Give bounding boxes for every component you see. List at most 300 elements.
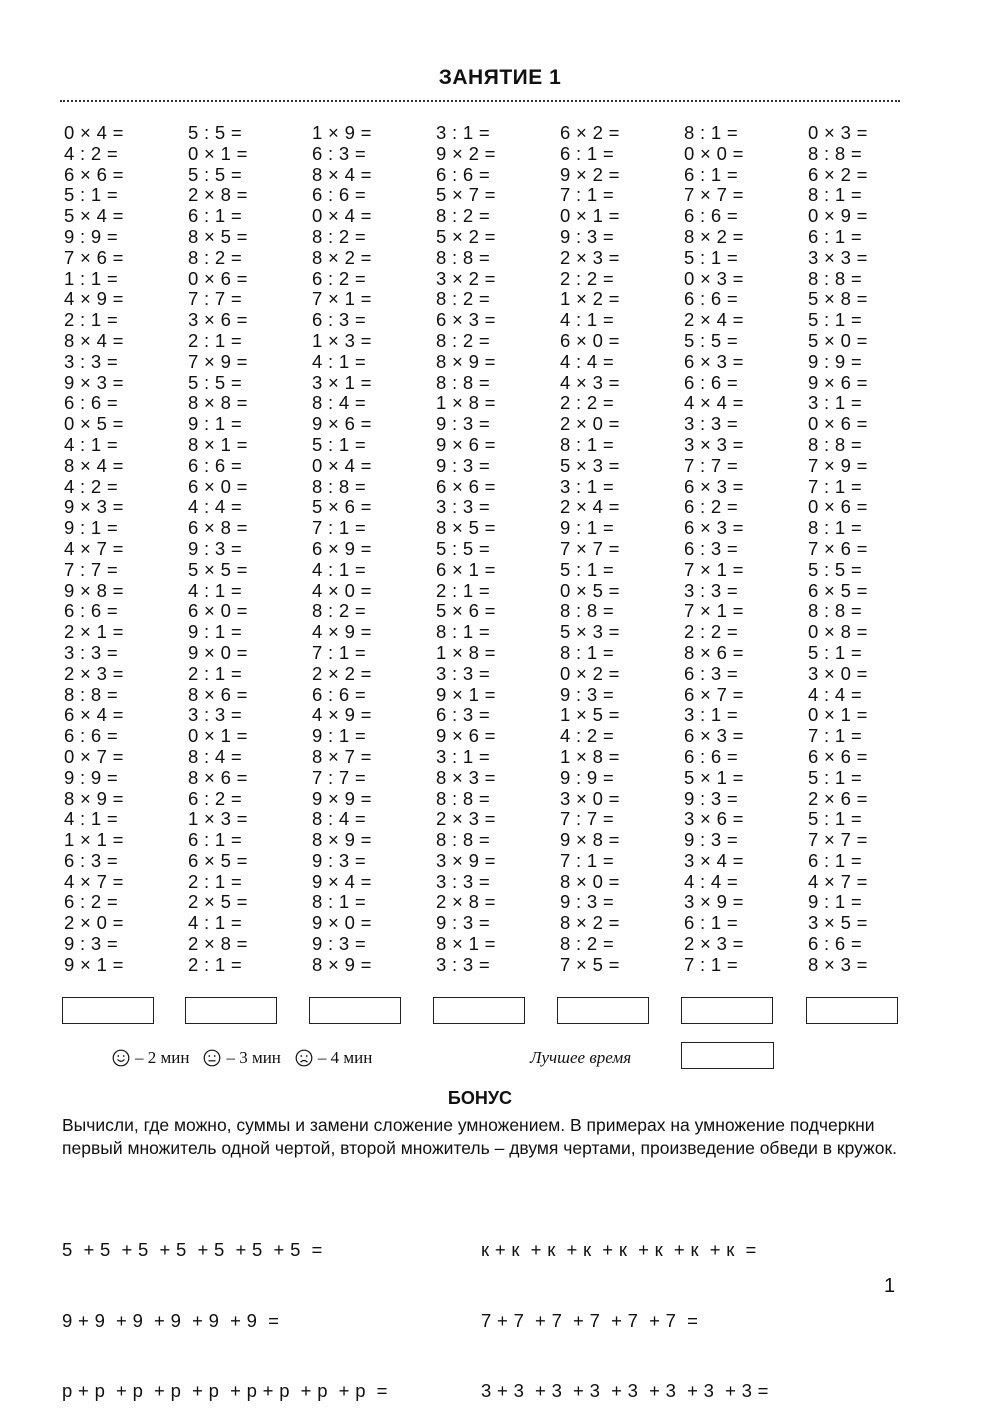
exercise: 2 × 0 = — [560, 413, 620, 435]
exercise: 8 : 2 = — [436, 329, 491, 351]
exercise: 2 × 6 = — [808, 787, 868, 809]
exercise: 4 : 1 = — [64, 433, 119, 455]
exercise: 0 × 1 = — [808, 704, 868, 726]
exercise: 5 × 5 = — [188, 558, 248, 580]
exercise: 5 : 1 = — [808, 766, 863, 788]
exercise: 2 × 8 = — [436, 891, 496, 913]
exercise: 8 × 2 = — [684, 225, 744, 247]
exercise: 4 : 1 = — [188, 579, 243, 601]
exercise: 8 : 4 = — [312, 392, 367, 414]
exercise: 3 × 5 = — [808, 912, 868, 934]
exercise: 3 : 3 = — [64, 641, 119, 663]
smiley-neutral-icon — [203, 1049, 221, 1067]
exercise: 8 × 9 = — [312, 829, 372, 851]
exercise: 8 : 2 = — [312, 225, 367, 247]
exercise: 3 : 3 = — [64, 350, 119, 372]
exercise: 7 : 7 = — [188, 288, 243, 310]
exercise: 8 : 8 = — [436, 829, 491, 851]
exercise: 9 : 3 = — [188, 537, 243, 559]
exercise: 7 : 7 = — [684, 454, 739, 476]
exercise: 6 × 3 = — [684, 350, 744, 372]
time-box-1[interactable] — [62, 997, 154, 1024]
exercise: 9 : 3 = — [560, 225, 615, 247]
exercise: 8 : 1 = — [560, 641, 615, 663]
exercise: 9 : 3 = — [436, 912, 491, 934]
exercise: 8 : 8 = — [64, 683, 119, 705]
smiley-sad-icon — [295, 1049, 313, 1067]
exercise: 7 × 1 = — [684, 600, 744, 622]
exercise: 8 × 8 = — [188, 392, 248, 414]
exercise: 8 : 1 = — [684, 122, 739, 143]
exercise: 8 : 8 = — [808, 267, 863, 289]
exercise: 6 : 1 = — [808, 225, 863, 247]
exercise: 6 : 6 = — [684, 205, 739, 227]
exercise: 2 × 5 = — [188, 891, 248, 913]
exercise: 7 : 1 = — [808, 725, 863, 747]
exercise: 1 × 8 = — [436, 392, 496, 414]
exercise: 1 × 5 = — [560, 704, 620, 726]
exercise: 7 × 9 = — [808, 454, 868, 476]
exercise: 0 × 3 = — [684, 267, 744, 289]
exercise: 6 × 6 = — [808, 745, 868, 767]
exercise: 7 : 7 = — [312, 766, 367, 788]
exercise: 2 × 3 = — [560, 246, 620, 268]
exercise: 1 × 2 = — [560, 288, 620, 310]
exercise: 0 × 1 = — [560, 205, 620, 227]
exercise: 6 × 0 = — [188, 600, 248, 622]
exercise: 8 : 8 = — [808, 142, 863, 164]
exercise: 6 : 6 = — [188, 454, 243, 476]
timing-legend — [112, 1043, 386, 1073]
exercise: 6 : 2 = — [312, 267, 367, 289]
exercise: 6 : 6 = — [312, 184, 367, 206]
exercise: 4 : 4 = — [808, 683, 863, 705]
exercise: 8 : 1 = — [312, 891, 367, 913]
exercise: 0 × 9 = — [808, 205, 868, 227]
exercise: 6 × 1 = — [436, 558, 496, 580]
exercise: 9 : 3 = — [684, 787, 739, 809]
exercise: 4 × 4 = — [684, 392, 744, 414]
exercise: 0 × 6 = — [808, 413, 868, 435]
exercise: 4 × 7 = — [64, 537, 124, 559]
time-box-3[interactable] — [309, 997, 401, 1024]
exercise: 8 : 8 = — [808, 600, 863, 622]
exercise: 0 × 5 = — [560, 579, 620, 601]
exercise: 6 : 1 = — [808, 849, 863, 871]
smiley-happy-icon — [112, 1049, 130, 1067]
exercise: 4 × 3 = — [560, 371, 620, 393]
exercise: 9 × 8 = — [64, 579, 124, 601]
dotted-divider — [60, 100, 900, 102]
exercise: 7 × 7 = — [808, 829, 868, 851]
time-box-6[interactable] — [681, 997, 773, 1024]
sum-line: 5 + 5 + 5 + 5 + 5 + 5 + 5 = — [62, 1239, 323, 1260]
exercise: 6 × 8 = — [188, 517, 248, 539]
exercise: 9 : 1 = — [188, 413, 243, 435]
exercise: 8 : 8 = — [808, 433, 863, 455]
exercise: 2 : 1 = — [188, 329, 243, 351]
exercise: 2 × 3 = — [684, 933, 744, 955]
exercise: 0 × 0 = — [684, 142, 744, 164]
exercise: 7 : 7 = — [560, 808, 615, 830]
exercise: 8 : 4 = — [188, 745, 243, 767]
exercise: 3 × 9 = — [436, 849, 496, 871]
exercise-columns — [0, 123, 1000, 983]
exercise: 8 : 2 = — [188, 246, 243, 268]
exercise: 5 × 0 = — [808, 329, 868, 351]
exercise: 5 × 6 = — [436, 600, 496, 622]
exercise: 8 × 9 = — [64, 787, 124, 809]
exercise: 3 : 3 = — [684, 413, 739, 435]
exercise: 6 × 9 = — [312, 537, 372, 559]
exercise: 9 × 0 = — [188, 641, 248, 663]
exercise: 5 : 1 = — [312, 433, 367, 455]
exercise: 9 × 1 = — [64, 953, 124, 975]
exercise: 2 : 2 = — [560, 392, 615, 414]
exercise: 3 : 3 = — [188, 704, 243, 726]
exercise: 9 : 3 = — [560, 891, 615, 913]
exercise: 1 × 3 = — [312, 329, 372, 351]
exercise: 2 × 2 = — [312, 662, 372, 684]
sum-line: 3 + 3 + 3 + 3 + 3 + 3 + 3 + 3 = — [481, 1380, 769, 1401]
exercise-column-7 — [808, 123, 928, 976]
exercise: 1 × 9 = — [312, 122, 372, 143]
exercise: 7 : 1 = — [560, 184, 615, 206]
exercise: 7 × 6 = — [808, 537, 868, 559]
exercise: 4 : 1 = — [188, 912, 243, 934]
exercise: 2 × 8 = — [188, 184, 248, 206]
exercise-column-4 — [436, 123, 556, 976]
exercise: 5 : 5 = — [436, 537, 491, 559]
exercise: 5 × 7 = — [436, 184, 496, 206]
exercise-column-6 — [684, 123, 804, 976]
exercise: 6 : 1 = — [188, 829, 243, 851]
exercise: 3 × 4 = — [684, 849, 744, 871]
exercise: 8 × 2 = — [560, 912, 620, 934]
exercise: 7 : 1 = — [808, 475, 863, 497]
exercise: 9 × 6 = — [436, 725, 496, 747]
exercise: 8 : 1 = — [436, 621, 491, 643]
exercise: 2 × 3 = — [64, 662, 124, 684]
exercise: 8 : 4 = — [312, 808, 367, 830]
exercise: 6 : 6 = — [436, 163, 491, 185]
exercise: 6 : 1 = — [684, 163, 739, 185]
exercise: 6 : 6 = — [684, 371, 739, 393]
exercise: 4 : 4 = — [684, 870, 739, 892]
answer-boxes — [0, 997, 1000, 1027]
exercise: 9 : 9 = — [560, 766, 615, 788]
exercise: 6 × 0 = — [188, 475, 248, 497]
exercise: 9 × 4 = — [312, 870, 372, 892]
exercise: 9 : 1 = — [808, 891, 863, 913]
exercise: 6 : 3 = — [312, 309, 367, 331]
exercise: 8 × 4 = — [64, 454, 124, 476]
exercise: 0 × 3 = — [808, 122, 868, 143]
exercise: 5 : 5 = — [808, 558, 863, 580]
exercise: 9 : 3 = — [436, 454, 491, 476]
exercise: 5 : 5 = — [188, 163, 243, 185]
exercise: 3 : 3 = — [436, 662, 491, 684]
bonus-instruction: Вычисли, где можно, суммы и замени сложение умножением. В примерах на умножение подчеркни первый множитель одной чертой, второй множитель – двумя чертами, произведение обведи в кружок. — [62, 1115, 898, 1158]
exercise: 9 × 2 = — [436, 142, 496, 164]
exercise: 3 × 1 = — [312, 371, 372, 393]
exercise: 8 : 2 = — [436, 205, 491, 227]
exercise: 7 × 6 = — [64, 246, 124, 268]
exercise: 6 : 3 = — [312, 142, 367, 164]
exercise: 3 : 1 = — [560, 475, 615, 497]
exercise: 5 × 4 = — [64, 205, 124, 227]
exercise: 8 : 8 = — [436, 787, 491, 809]
exercise: 6 : 1 = — [188, 205, 243, 227]
exercise: 0 × 5 = — [64, 413, 124, 435]
exercise: 3 : 1 = — [684, 704, 739, 726]
exercise: 3 × 0 = — [560, 787, 620, 809]
exercise: 3 : 1 = — [436, 745, 491, 767]
timing-happy-label: – 2 мин — [135, 1048, 190, 1067]
exercise: 0 × 4 = — [312, 205, 372, 227]
exercise: 9 : 3 = — [560, 683, 615, 705]
exercise: 3 : 3 = — [436, 496, 491, 518]
exercise: 6 × 2 = — [808, 163, 868, 185]
exercise: 0 × 6 = — [808, 496, 868, 518]
exercise: 6 : 3 = — [64, 849, 119, 871]
exercise: 7 × 7 = — [560, 537, 620, 559]
timing-happy — [112, 1048, 189, 1068]
exercise: 7 × 1 = — [684, 558, 744, 580]
exercise: 6 : 6 = — [64, 392, 119, 414]
bonus-sums-right — [481, 1191, 769, 1426]
exercise: 7 × 1 = — [312, 288, 372, 310]
page-number: 1 — [884, 1275, 896, 1297]
exercise: 9 × 1 = — [436, 683, 496, 705]
exercise: 6 : 6 = — [312, 683, 367, 705]
exercise: 1 : 1 = — [64, 267, 119, 289]
time-box-2[interactable] — [185, 997, 277, 1024]
exercise: 7 × 5 = — [560, 953, 620, 975]
time-box-5[interactable] — [557, 997, 649, 1024]
exercise: 4 : 1 = — [64, 808, 119, 830]
exercise: 8 × 9 = — [436, 350, 496, 372]
exercise: 9 : 3 = — [684, 829, 739, 851]
exercise: 0 × 4 = — [312, 454, 372, 476]
exercise: 8 × 3 = — [808, 953, 868, 975]
exercise: 3 : 1 = — [808, 392, 863, 414]
exercise: 8 × 5 = — [436, 517, 496, 539]
exercise: 9 : 9 = — [808, 350, 863, 372]
exercise: 8 : 8 = — [560, 600, 615, 622]
exercise: 9 × 8 = — [560, 829, 620, 851]
exercise: 5 × 1 = — [684, 766, 744, 788]
exercise: 4 × 0 = — [312, 579, 372, 601]
exercise: 6 : 6 = — [684, 745, 739, 767]
exercise: 6 : 6 = — [64, 725, 119, 747]
exercise: 4 : 2 = — [64, 142, 119, 164]
exercise: 5 × 6 = — [312, 496, 372, 518]
exercise-column-3 — [312, 123, 432, 976]
exercise: 3 : 3 = — [436, 870, 491, 892]
exercise: 9 : 3 = — [312, 849, 367, 871]
exercise: 8 × 4 = — [312, 163, 372, 185]
exercise: 6 × 6 = — [436, 475, 496, 497]
exercise: 6 × 3 = — [684, 517, 744, 539]
exercise: 5 × 8 = — [808, 288, 868, 310]
exercise: 5 : 1 = — [808, 808, 863, 830]
exercise: 4 : 4 = — [560, 350, 615, 372]
exercise: 8 × 1 = — [436, 933, 496, 955]
exercise: 2 : 2 = — [684, 621, 739, 643]
exercise: 3 : 1 = — [436, 122, 491, 143]
timing-neutral — [203, 1048, 280, 1068]
sum-line: к + к + к + к + к + к + к + к = — [481, 1239, 757, 1260]
exercise-column-2 — [188, 123, 308, 976]
exercise: 8 : 1 = — [560, 433, 615, 455]
exercise: 2 : 1 = — [188, 953, 243, 975]
exercise: 8 × 1 = — [188, 433, 248, 455]
exercise: 8 : 2 = — [436, 288, 491, 310]
exercise: 8 : 8 = — [436, 246, 491, 268]
exercise: 5 × 2 = — [436, 225, 496, 247]
exercise: 9 : 3 = — [64, 933, 119, 955]
exercise: 4 × 9 = — [64, 288, 124, 310]
exercise: 2 : 1 = — [64, 309, 119, 331]
exercise: 0 × 8 = — [808, 621, 868, 643]
exercise: 6 × 4 = — [64, 704, 124, 726]
exercise: 0 × 6 = — [188, 267, 248, 289]
exercise: 4 : 1 = — [312, 350, 367, 372]
exercise: 6 : 2 = — [188, 787, 243, 809]
page-title: ЗАНЯТИЕ 1 — [438, 66, 562, 89]
exercise: 3 × 6 = — [188, 309, 248, 331]
exercise: 9 × 3 = — [64, 371, 124, 393]
exercise: 9 × 3 = — [64, 496, 124, 518]
exercise: 8 × 6 = — [188, 766, 248, 788]
exercise: 0 × 7 = — [64, 745, 124, 767]
exercise: 6 : 6 = — [684, 288, 739, 310]
exercise: 0 × 1 = — [188, 142, 248, 164]
exercise: 6 × 2 = — [560, 122, 620, 143]
exercise: 2 × 1 = — [64, 621, 124, 643]
exercise: 9 : 1 = — [188, 621, 243, 643]
exercise: 8 × 3 = — [436, 766, 496, 788]
time-box-4[interactable] — [433, 997, 525, 1024]
exercise: 9 : 9 = — [64, 766, 119, 788]
exercise: 8 × 2 = — [312, 246, 372, 268]
exercise: 8 : 8 = — [312, 475, 367, 497]
exercise: 7 : 1 = — [684, 953, 739, 975]
exercise: 8 : 2 = — [560, 933, 615, 955]
exercise: 5 × 3 = — [560, 454, 620, 476]
exercise: 3 × 0 = — [808, 662, 868, 684]
exercise: 8 : 1 = — [808, 184, 863, 206]
exercise: 4 : 4 = — [188, 496, 243, 518]
exercise: 2 × 4 = — [684, 309, 744, 331]
exercise: 4 : 1 = — [560, 309, 615, 331]
exercise: 6 × 3 = — [684, 725, 744, 747]
exercise: 7 : 1 = — [312, 517, 367, 539]
exercise: 6 : 2 = — [64, 891, 119, 913]
exercise-column-5 — [560, 123, 680, 976]
exercise: 8 : 1 = — [808, 517, 863, 539]
exercise: 2 × 8 = — [188, 933, 248, 955]
exercise: 8 × 6 = — [188, 683, 248, 705]
exercise: 4 : 2 = — [560, 725, 615, 747]
exercise: 3 × 6 = — [684, 808, 744, 830]
exercise: 3 × 3 = — [684, 433, 744, 455]
exercise: 5 : 5 = — [188, 371, 243, 393]
exercise: 2 × 0 = — [64, 912, 124, 934]
exercise: 6 : 3 = — [684, 662, 739, 684]
exercise: 6 : 2 = — [684, 496, 739, 518]
timing-sad-label: – 4 мин — [317, 1048, 373, 1067]
exercise: 6 : 3 = — [436, 704, 491, 726]
exercise: 6 : 1 = — [684, 912, 739, 934]
exercise: 1 × 1 = — [64, 829, 124, 851]
time-box-7[interactable] — [806, 997, 898, 1024]
exercise: 9 × 6 = — [436, 433, 496, 455]
exercise: 5 : 5 = — [684, 329, 739, 351]
exercise: 3 × 3 = — [808, 246, 868, 268]
exercise: 9 : 1 = — [312, 725, 367, 747]
sum-line: р + р + р + р + р + р + р + р + р = — [62, 1380, 388, 1401]
exercise: 9 × 6 = — [808, 371, 868, 393]
exercise: 6 : 3 = — [684, 537, 739, 559]
exercise: 3 × 2 = — [436, 267, 496, 289]
best-time-box[interactable] — [681, 1042, 774, 1069]
exercise: 7 × 9 = — [188, 350, 248, 372]
exercise: 4 × 9 = — [312, 704, 372, 726]
sum-line: 7 + 7 + 7 + 7 + 7 + 7 = — [481, 1309, 699, 1331]
timing-sad — [295, 1048, 372, 1068]
exercise: 7 × 7 = — [684, 184, 744, 206]
exercise: 7 : 1 = — [560, 849, 615, 871]
exercise: 8 × 5 = — [188, 225, 248, 247]
exercise: 6 × 6 = — [64, 163, 124, 185]
exercise: 4 : 1 = — [312, 558, 367, 580]
exercise: 6 × 5 = — [808, 579, 868, 601]
exercise: 6 × 3 = — [436, 309, 496, 331]
exercise: 3 × 9 = — [684, 891, 744, 913]
exercise: 7 : 7 = — [64, 558, 119, 580]
exercise: 9 × 9 = — [312, 787, 372, 809]
exercise: 8 × 4 = — [64, 329, 124, 351]
bonus-title: БОНУС — [447, 1088, 513, 1108]
exercise: 2 × 3 = — [436, 808, 496, 830]
exercise: 9 : 3 = — [436, 413, 491, 435]
exercise: 5 : 1 = — [64, 184, 119, 206]
exercise: 0 × 1 = — [188, 725, 248, 747]
exercise: 9 × 2 = — [560, 163, 620, 185]
exercise: 4 × 9 = — [312, 621, 372, 643]
exercise: 8 × 0 = — [560, 870, 620, 892]
exercise: 3 : 3 = — [684, 579, 739, 601]
exercise: 8 : 2 = — [312, 600, 367, 622]
exercise: 5 : 1 = — [808, 309, 863, 331]
exercise: 3 : 3 = — [436, 953, 491, 975]
exercise: 8 × 6 = — [684, 641, 744, 663]
best-time-label: Лучшее время — [530, 1048, 632, 1067]
exercise-column-1 — [64, 123, 184, 976]
exercise: 2 : 2 = — [560, 267, 615, 289]
timing-neutral-label: – 3 мин — [226, 1048, 281, 1067]
exercise: 5 : 5 = — [188, 122, 243, 143]
bonus-sums-left — [62, 1191, 388, 1426]
exercise: 1 × 8 = — [436, 641, 496, 663]
exercise: 4 : 2 = — [64, 475, 119, 497]
exercise: 5 : 1 = — [560, 558, 615, 580]
exercise: 4 × 7 = — [64, 870, 124, 892]
exercise: 6 × 7 = — [684, 683, 744, 705]
exercise: 6 × 3 = — [684, 475, 744, 497]
